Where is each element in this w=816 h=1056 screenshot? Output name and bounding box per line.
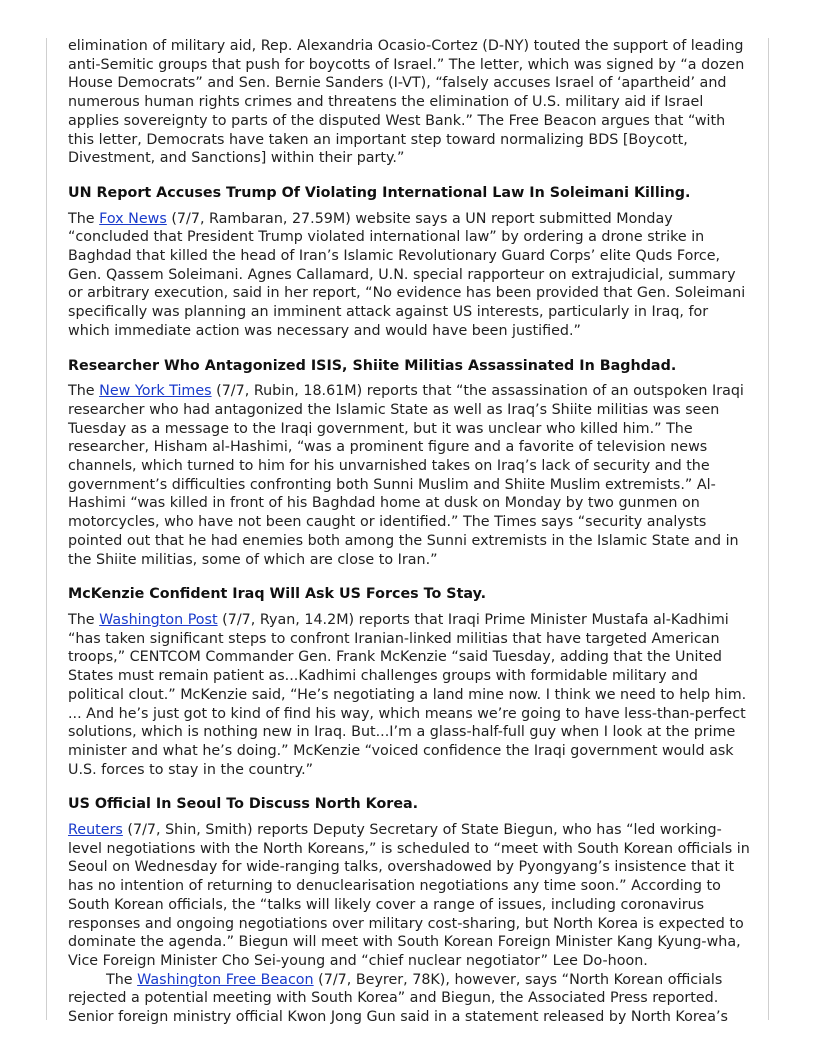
article-paragraph: The Washington Post (7/7, Ryan, 14.2M) reports that Iraqi Prime Minister Mustafa al-Kadhimi “has taken significant steps to confront Iranian-linked militias that have targeted American troops,” CENTCOM Commander Gen. Frank McKenzie “said Tuesday, adding that the United States must remain patient as...Kadhimi challenges groups with formidable military and political clout.” McKenzie said, “He’s negotiating a land mine now. I think we need to help him. ... And he’s just got to kind of find his way, which means we’re going to have less-than-perfect solutions, which is nothing new in Iraq. But...I’m a glass-half-full guy when I look at the prime minister and what he’s doing.” McKenzie “voiced confidence the Iraqi government would ask U.S. forces to stay in the country.” xyxy=(68,611,747,778)
article-mckenzie xyxy=(68,585,752,779)
article-soleimani xyxy=(68,184,752,341)
article-paragraph-continuation: The Washington Free Beacon (7/7, Beyrer, 78K), however, says “North Korean officials rejected a potential meeting with South Korea” and Biegun, the Associated Press reported. Senior foreign ministry official Kwon Jong Gun said in a statement released by North Korea’s xyxy=(68,971,728,1026)
source-link-reuters[interactable]: Reuters xyxy=(68,822,123,839)
article-seoul xyxy=(68,795,752,1026)
article-headline: McKenzie Confident Iraq Will Ask US Forces To Stay. xyxy=(68,586,487,603)
article-headline: Researcher Who Antagonized ISIS, Shiite Militias Assassinated In Baghdad. xyxy=(68,357,677,374)
left-margin-rule xyxy=(46,38,47,1020)
article-paragraph: Reuters (7/7, Shin, Smith) reports Deputy Secretary of State Biegun, who has “led working-level negotiations with the North Koreans,” is scheduled to “meet with South Korean officials in Seoul on Wednesday for wide-ranging talks, overshadowed by Pyongyang’s insistence that it has no intention of returning to denuclearisation negotiations any time soon.” According to South Korean officials, the “talks will likely cover a range of issues, including coronavirus responses and ongoing negotiations over military cost-sharing, but North Korea is expected to dominate the agenda.” Biegun will meet with South Korean Foreign Minister Kang Kyung-wha, Vice Foreign Minister Cho Sei-young and “chief nuclear negotiator” Lee Do-hoon. xyxy=(68,822,750,969)
article-hashimi xyxy=(68,357,752,570)
intro-paragraph: elimination of military aid, Rep. Alexandria Ocasio-Cortez (D-NY) touted the support of leading anti-Semitic groups that push for boycotts of Israel.” The letter, which was signed by “a dozen House Democrats” and Sen. Bernie Sanders (I-VT), “falsely accuses Israel of ‘apartheid’ and numerous human rights crimes and threatens the elimination of U.S. military aid if Israel applies sovereignty to parts of the disputed West Bank.” The Free Beacon argues that “with this letter, Democrats have taken an important step toward normalizing BDS [Boycott, Divestment, and Sanctions] within their party.” xyxy=(68,38,745,167)
right-margin-rule xyxy=(768,38,769,1020)
article-headline: US Official In Seoul To Discuss North Korea. xyxy=(68,796,419,813)
article-paragraph: The Fox News (7/7, Rambaran, 27.59M) website says a UN report submitted Monday “concluded that President Trump violated international law” by ordering a drone strike in Baghdad that killed the head of Iran’s Islamic Revolutionary Guard Corps’ elite Quds Force, Gen. Qassem Soleimani. Agnes Callamard, U.N. special rapporteur on extrajudicial, summary or arbitrary execution, said in her report, “No evidence has been provided that Gen. Soleimani specifically was planning an imminent attack against US interests, particularly in Iraq, for which immediate action was necessary and would have been justified.” xyxy=(68,210,746,339)
source-link-new-york-times[interactable]: New York Times xyxy=(99,383,212,400)
article-paragraph: The New York Times (7/7, Rubin, 18.61M) reports that “the assassination of an outspoken Iraqi researcher who had antagonized the Islamic State as well as Iraq’s Shiite militias was seen Tuesday as a message to the Iraqi government, but it was unclear who killed him.” The researcher, Hisham al-Hashimi, “was a prominent figure and a favorite of television news channels, which turned to him for his unvarnished takes on Iraq’s lack of security and the government’s difficulties confronting both Sunni Muslim and Shiite Muslim extremists.” Al-Hashimi “was killed in front of his Baghdad home at dusk on Monday by two gunmen on motorcycles, who have not been caught or identified.” The Times says “security analysts pointed out that he had enemies both among the Sunni extremists in the Islamic State and in the Shiite militias, some of which are close to Iran.” xyxy=(68,383,744,568)
source-link-fox-news[interactable]: Fox News xyxy=(99,210,167,227)
source-link-washington-free-beacon[interactable]: Washington Free Beacon xyxy=(137,971,314,988)
document-body xyxy=(68,37,752,1027)
article-headline: UN Report Accuses Trump Of Violating International Law In Soleimani Killing. xyxy=(68,184,691,201)
source-link-washington-post[interactable]: Washington Post xyxy=(99,611,218,628)
